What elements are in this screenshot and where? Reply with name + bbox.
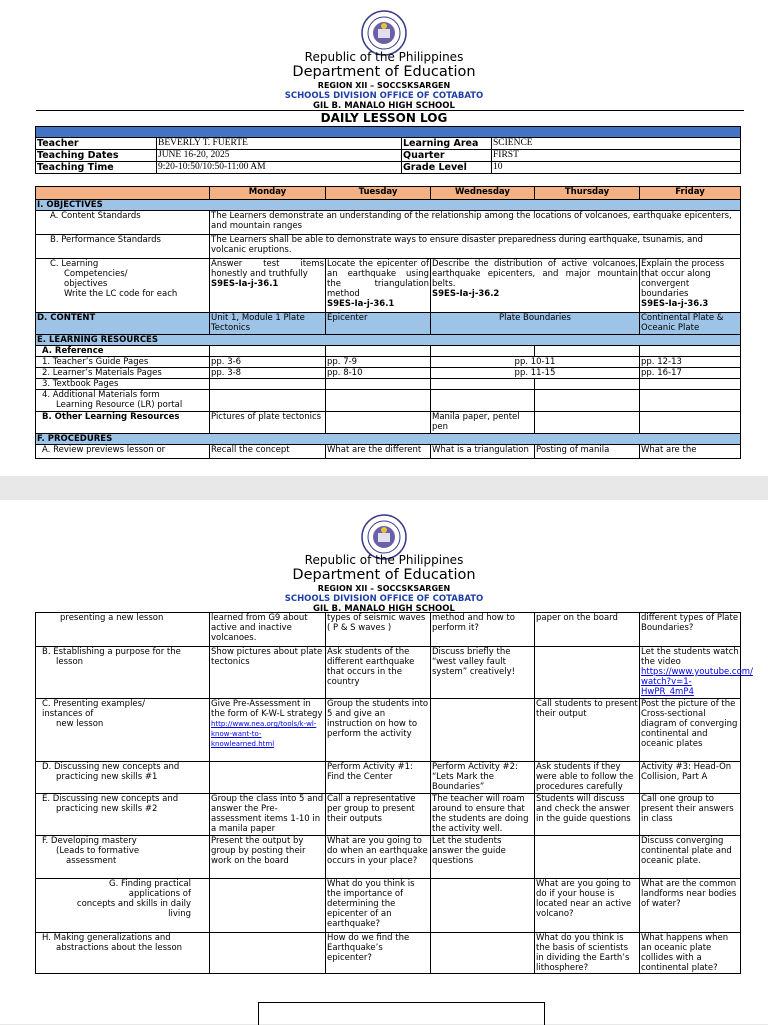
purpose-friday [640,647,753,699]
page-header [0,50,768,111]
discussing-2-label [36,794,210,836]
review-label-continued: presenting a new lesson [36,613,210,647]
day-friday: Friday [640,187,741,200]
content-standards-label: A. Content Standards [36,211,210,235]
grade-value: 10 [492,162,741,174]
mastery-label [36,836,210,879]
examples-label-line: C. Presenting examples/ [42,699,145,709]
dates-value: JUNE 16-20, 2025 [157,150,402,162]
purpose-friday-text: Let the students watch the video [641,647,739,667]
header-republic: Republic of the Philippines [304,50,464,64]
document-page-1 [0,0,768,476]
page-footer-box [258,1002,545,1025]
discussing-1-thursday: Ask students if they were able to follow the procedures carefully [535,762,640,794]
teacher-value: BEVERLY T. FUERTE [157,138,402,150]
lesson-log-table-continued [35,612,753,974]
reference-label: A. Reference [36,346,210,357]
content-friday: Continental Plate & Oceanic Plate [640,313,741,335]
mastery-friday: Discuss converging continental plate and oceanic plate. [640,836,741,879]
textbook-label: 3. Textbook Pages [36,379,210,390]
generalizations-label [36,933,210,974]
lc-label-line: objectives [64,279,108,289]
additional-materials-line: Learning Resource (LR) portal [56,400,183,410]
document-page-2 [0,500,768,1024]
header-region: REGION XII – SOCCSKSARGEN [317,81,451,90]
discussing-2-label-line: practicing new skills #2 [56,804,158,814]
header-republic: Republic of the Philippines [304,553,464,567]
teacher-info-table [35,126,741,174]
examples-tuesday: Group the students into 5 and give an instruction on how to perform the activity [326,699,431,762]
practical-tuesday: What do you think is the importance of determining the epicenter of an earthquake? [326,879,431,933]
review-thursday: Posting of manila [535,445,640,459]
examples-monday [210,699,326,762]
additional-materials-label [36,390,210,412]
practical-friday: What are the common landforms near bodies of water? [640,879,741,933]
procedures-heading: F. PROCEDURES [36,434,741,445]
learners-materials-label: 2. Learner’s Materials Pages [36,368,210,379]
generalizations-tuesday: How do we find the Earthquake’s epicenter? [326,933,431,974]
practical-label-line: applications of [128,889,191,899]
review-monday-cont: learned from G9 about active and inactive volcanoes. [210,613,326,647]
header-region: REGION XII – SOCCSKSARGEN [317,584,451,593]
discussing-1-tuesday: Perform Activity #1: Find the Center [326,762,431,794]
review-thursday-cont: paper on the board [535,613,640,647]
content-monday: Unit 1, Module 1 Plate Tectonics [210,313,326,335]
discussing-1-wednesday: Perform Activity #2: “Lets Mark the Boundaries” [431,762,535,794]
info-table-header [36,127,741,138]
lc-label-line: Competencies/ [64,269,128,279]
lc-label-line: Write the LC code for each [64,289,178,299]
day-wednesday: Wednesday [431,187,535,200]
other-wednesday: Manila paper, pentel pen [431,412,535,434]
grade-label: Grade Level [402,162,492,174]
header-division: SCHOOLS DIVISION OFFICE OF COTABATO [284,594,484,604]
lm-friday: pp. 16-17 [640,368,741,379]
page-header [0,553,768,614]
day-monday: Monday [210,187,326,200]
lc-monday [210,259,326,313]
lc-code: S9ES-Ia-j-36.1 [211,279,279,289]
kwl-strategy-link[interactable]: http://www.nea.org/tools/k-wl-know-want-to-knowlearned.html [211,720,317,748]
day-tuesday: Tuesday [326,187,431,200]
practical-thursday: What are you going to do if your house is located near an active volcano? [535,879,640,933]
other-resources-label: B. Other Learning Resources [36,412,210,434]
content-heading: D. CONTENT [36,313,210,335]
lc-text: Answer test items honestly and truthfully [211,259,324,279]
lc-label-line: C. Learning [50,259,99,269]
mastery-tuesday: What are you going to do when an earthquake occurs in your place? [326,836,431,879]
discussing-2-wednesday: The teacher will roam around to ensure that the students are doing the activity well. [431,794,535,836]
discussing-2-monday: Group the class into 5 and answer the Pre-assessment items 1-10 in a manila paper [210,794,326,836]
review-label: A. Review previews lesson or [36,445,210,459]
tg-wednesday-thursday: pp. 10-11 [431,357,640,368]
review-monday: Recall the concept [210,445,326,459]
purpose-label-line: lesson [56,657,84,667]
additional-materials-line: 4. Additional Materials form [42,390,160,400]
lm-monday: pp. 3-8 [210,368,326,379]
lc-code: S9ES-Ia-j-36.2 [432,289,500,299]
purpose-tuesday: Ask students of the different earthquake that occurs in the country [326,647,431,699]
discussing-2-friday: Call one group to present their answers in class [640,794,741,836]
practical-label-line: concepts and skills in daily [76,899,191,909]
performance-standards-value: The Learners shall be able to demonstrate ways to ensure disaster preparedness during earthquake, tsunamis, and volcanic eruptions. [210,235,741,259]
discussing-1-label-line: practicing new skills #1 [56,772,158,782]
lc-text: Describe the distribution of active volcanoes, earthquake epicenters, and major mountain belts. [432,259,638,289]
lc-text: Explain the process that occur along convergent boundaries [641,259,725,299]
examples-label [36,699,210,762]
teacher-label: Teacher [36,138,157,150]
lm-tuesday: pp. 8-10 [326,368,431,379]
learning-resources-heading: E. LEARNING RESOURCES [36,335,741,346]
discussing-2-thursday: Students will discuss and check the answer in the guide questions [535,794,640,836]
lc-tuesday [326,259,431,313]
header-school: GIL B. MANALO HIGH SCHOOL [313,101,455,111]
header-department: Department of Education [292,567,476,583]
generalizations-friday: What happens when an oceanic plate collides with a continental plate? [640,933,741,974]
other-monday: Pictures of plate tectonics [210,412,326,434]
learning-area-value: SCIENCE [492,138,741,150]
lm-wednesday-thursday: pp. 11-15 [431,368,640,379]
examples-monday-text: Give Pre-Assessment in the form of K-W-L strategy [211,699,323,719]
review-wednesday: What is a triangulation [431,445,535,459]
review-friday-cont: different types of Plate Boundaries? [640,613,741,647]
teachers-guide-label: 1. Teacher’s Guide Pages [36,357,210,368]
purpose-label [36,647,210,699]
generalizations-label-line: H. Making generalizations and [42,933,171,943]
lc-text: Locate the epicenter of an earthquake using the triangulation method [327,259,429,299]
dates-label: Teaching Dates [36,150,157,162]
generalizations-thursday: What do you think is the basis of scientists in dividing the Earth’s lithosphere? [535,933,640,974]
mastery-label-line: assessment [66,856,117,866]
examples-thursday: Call students to present their output [535,699,640,762]
examples-label-line: instances of [42,709,94,719]
learning-area-label: Learning Area [402,138,492,150]
lc-friday [640,259,741,313]
header-division: SCHOOLS DIVISION OFFICE OF COTABATO [284,91,484,101]
tg-monday: pp. 3-6 [210,357,326,368]
purpose-monday: Show pictures about plate tectonics [210,647,326,699]
discussing-2-label-line: E. Discussing new concepts and [42,794,179,804]
performance-standards-label: B. Performance Standards [36,235,210,259]
time-label: Teaching Time [36,162,157,174]
days-header-blank [36,187,210,200]
mastery-label-line: F. Developing mastery [42,836,137,846]
generalizations-label-line: abstractions about the lesson [56,943,183,953]
purpose-label-line: B. Establishing a purpose for the [42,647,181,657]
mastery-wednesday: Let the students answer the guide questions [431,836,535,879]
day-thursday: Thursday [535,187,640,200]
review-tuesday-cont: types of seismic waves ( P & S waves ) [326,613,431,647]
practical-label-line: living [168,909,191,919]
discussing-1-friday: Activity #3: Head-On Collision, Part A [640,762,741,794]
youtube-video-link[interactable]: https://www.youtube.com/ watch?v=1-HwPR_4mP4 [641,667,753,697]
mastery-monday: Present the output by group by posting their work on the board [210,836,326,879]
purpose-wednesday: Discuss briefly the “west valley fault system” creatively! [431,647,535,699]
review-tuesday: What are the different [326,445,431,459]
lc-code: S9ES-Ia-j-36.3 [641,299,709,309]
time-value: 9:20-10:50/10:50-11:00 AM [157,162,402,174]
examples-friday: Post the picture of the Cross-sectional diagram of converging continental and oceanic plates [640,699,741,762]
discussing-2-tuesday: Call a representative per group to present their outputs [326,794,431,836]
lc-code: S9ES-Ia-j-36.1 [327,299,395,309]
content-tuesday: Epicenter [326,313,431,335]
quarter-label: Quarter [402,150,492,162]
examples-label-line: new lesson [56,719,104,729]
tg-tuesday: pp. 7-9 [326,357,431,368]
practical-label-line: G. Finding practical [109,879,191,889]
mastery-label-line: (Leads to formative [56,846,140,856]
objectives-heading: I. OBJECTIVES [36,200,741,211]
lc-wednesday-thursday [431,259,640,313]
practical-applications-label [36,879,210,933]
review-wednesday-cont: method and how to perform it? [431,613,535,647]
document-title: DAILY LESSON LOG [320,111,448,125]
tg-friday: pp. 12-13 [640,357,741,368]
lesson-log-table [35,186,741,459]
discussing-1-label [36,762,210,794]
content-wednesday-thursday: Plate Boundaries [431,313,640,335]
discussing-1-label-line: D. Discussing new concepts and [42,762,180,772]
content-standards-value: The Learners demonstrate an understanding of the relationship among the locations of volcanoes, earthquake epicenters, and mountain ranges [210,211,741,235]
review-friday: What are the [640,445,741,459]
learning-competencies-label [36,259,210,313]
header-school: GIL B. MANALO HIGH SCHOOL [313,604,455,614]
header-department: Department of Education [292,64,476,80]
quarter-value: FIRST [492,150,741,162]
